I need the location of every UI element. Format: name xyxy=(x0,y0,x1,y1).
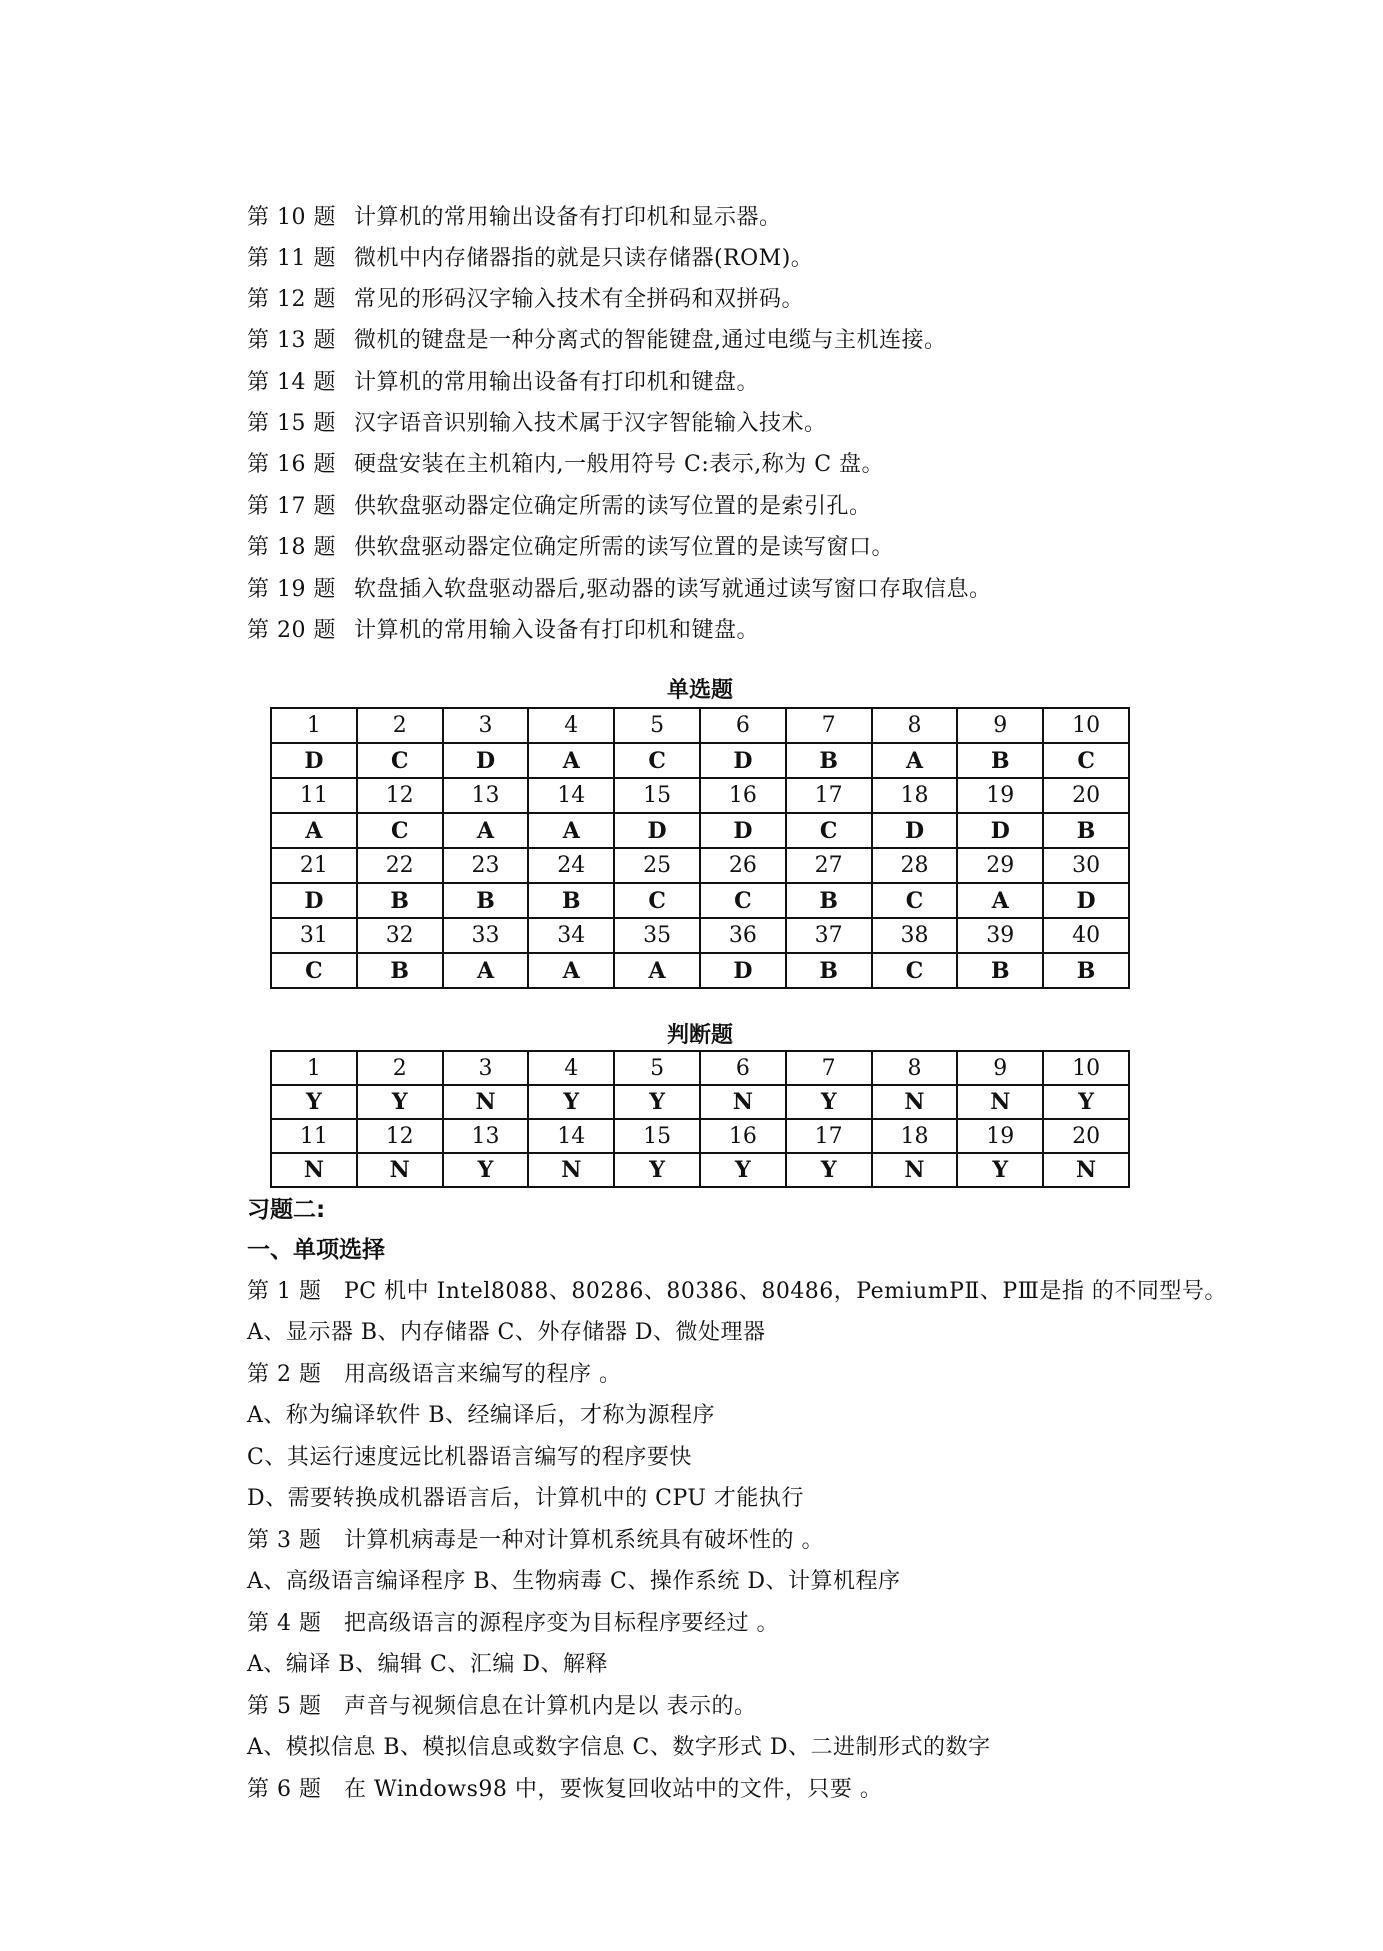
question-number-cell: 8 xyxy=(872,708,958,743)
question-number-row xyxy=(271,1119,1129,1153)
subsection-title: 一、单项选择 xyxy=(247,1237,385,1263)
judgment-item xyxy=(247,285,804,315)
judgment-table-title: 判断题 xyxy=(666,1023,733,1048)
exercise-line: 第 2 题 用高级语言来编写的程序 。 xyxy=(247,1362,622,1387)
question-number-cell: 15 xyxy=(614,1119,700,1153)
question-number-cell: 2 xyxy=(357,1051,443,1085)
question-number-cell: 20 xyxy=(1043,1119,1129,1153)
exercise-line: 第 4 题 把高级语言的源程序变为目标程序要经过 。 xyxy=(247,1611,779,1636)
question-number-cell: 12 xyxy=(357,778,443,813)
answer-row xyxy=(271,953,1129,988)
answer-cell: C xyxy=(357,813,443,848)
answer-cell: N xyxy=(700,1085,786,1119)
judgment-item xyxy=(247,368,759,398)
answer-cell: C xyxy=(786,813,872,848)
question-number-cell: 11 xyxy=(271,778,357,813)
answer-cell: Y xyxy=(614,1085,700,1119)
question-number-cell: 24 xyxy=(528,848,614,883)
question-number-cell: 30 xyxy=(1043,848,1129,883)
judgment-item xyxy=(247,492,872,522)
answer-cell: A xyxy=(271,813,357,848)
question-number-cell: 4 xyxy=(528,708,614,743)
item-number: 第 10 题 xyxy=(247,205,336,230)
answer-cell: N xyxy=(443,1085,529,1119)
judgment-item xyxy=(247,409,827,439)
answer-cell: Y xyxy=(786,1153,872,1187)
answer-cell: C xyxy=(700,883,786,918)
item-number: 第 19 题 xyxy=(247,577,336,602)
exercise-line: C、其运行速度远比机器语言编写的程序要快 xyxy=(247,1445,692,1470)
question-number-cell: 18 xyxy=(872,1119,958,1153)
question-number-cell: 32 xyxy=(357,918,443,953)
answer-row xyxy=(271,1085,1129,1119)
exercise-line: D、需要转换成机器语言后，计算机中的 CPU 才能执行 xyxy=(247,1486,804,1511)
exercise-line: A、模拟信息 B、模拟信息或数字信息 C、数字形式 D、二进制形式的数字 xyxy=(247,1735,991,1760)
item-number: 第 15 题 xyxy=(247,411,336,436)
item-text: 计算机的常用输出设备有打印机和显示器。 xyxy=(354,205,782,230)
single-choice-answer-table xyxy=(270,707,1130,989)
judgment-item xyxy=(247,533,894,563)
question-number-cell: 39 xyxy=(957,918,1043,953)
answer-cell: B xyxy=(1043,813,1129,848)
answer-cell: C xyxy=(1043,743,1129,778)
question-number-cell: 34 xyxy=(528,918,614,953)
question-number-cell: 14 xyxy=(528,1119,614,1153)
question-number-cell: 10 xyxy=(1043,1051,1129,1085)
item-number: 第 12 题 xyxy=(247,287,336,312)
item-number: 第 16 题 xyxy=(247,452,336,477)
answer-cell: Y xyxy=(614,1153,700,1187)
answer-cell: N xyxy=(872,1153,958,1187)
judgment-item xyxy=(247,575,992,605)
question-number-cell: 35 xyxy=(614,918,700,953)
judgment-item xyxy=(247,326,947,356)
answer-cell: N xyxy=(957,1085,1043,1119)
item-text: 微机的键盘是一种分离式的智能键盘,通过电缆与主机连接。 xyxy=(354,328,947,353)
question-number-cell: 13 xyxy=(443,778,529,813)
answer-cell: Y xyxy=(957,1153,1043,1187)
question-number-cell: 10 xyxy=(1043,708,1129,743)
answer-cell: A xyxy=(528,743,614,778)
question-number-cell: 8 xyxy=(872,1051,958,1085)
item-text: 供软盘驱动器定位确定所需的读写位置的是读写窗口。 xyxy=(354,535,895,560)
question-number-cell: 38 xyxy=(872,918,958,953)
answer-cell: D xyxy=(1043,883,1129,918)
answer-cell: N xyxy=(271,1153,357,1187)
question-number-row xyxy=(271,918,1129,953)
question-number-row xyxy=(271,708,1129,743)
item-text: 微机中内存储器指的就是只读存储器(ROM)。 xyxy=(354,246,814,271)
answer-cell: C xyxy=(872,883,958,918)
question-number-cell: 29 xyxy=(957,848,1043,883)
question-number-cell: 22 xyxy=(357,848,443,883)
answer-cell: C xyxy=(614,883,700,918)
judgment-item xyxy=(247,616,759,646)
exercise-line: 第 6 题 在 Windows98 中，要恢复回收站中的文件，只要 。 xyxy=(247,1777,883,1802)
question-number-cell: 19 xyxy=(957,778,1043,813)
item-text: 计算机的常用输出设备有打印机和键盘。 xyxy=(354,370,760,395)
item-number: 第 20 题 xyxy=(247,618,336,643)
answer-cell: B xyxy=(786,743,872,778)
answer-cell: Y xyxy=(528,1085,614,1119)
question-number-cell: 31 xyxy=(271,918,357,953)
question-number-row xyxy=(271,848,1129,883)
answer-cell: Y xyxy=(700,1153,786,1187)
question-number-cell: 4 xyxy=(528,1051,614,1085)
question-number-cell: 7 xyxy=(786,1051,872,1085)
question-number-cell: 17 xyxy=(786,1119,872,1153)
question-number-cell: 3 xyxy=(443,1051,529,1085)
answer-cell: D xyxy=(700,953,786,988)
judgment-item xyxy=(247,450,884,480)
answer-cell: A xyxy=(872,743,958,778)
question-number-cell: 6 xyxy=(700,708,786,743)
item-number: 第 18 题 xyxy=(247,535,336,560)
question-number-cell: 18 xyxy=(872,778,958,813)
answer-cell: D xyxy=(957,813,1043,848)
question-number-cell: 3 xyxy=(443,708,529,743)
exercise-line: A、称为编译软件 B、经编译后，才称为源程序 xyxy=(247,1403,716,1428)
judgment-item xyxy=(247,244,813,274)
question-number-cell: 33 xyxy=(443,918,529,953)
question-number-cell: 7 xyxy=(786,708,872,743)
question-number-cell: 2 xyxy=(357,708,443,743)
answer-cell: N xyxy=(357,1153,443,1187)
answer-cell: D xyxy=(700,813,786,848)
answer-cell: B xyxy=(957,953,1043,988)
exercise-line: 第 5 题 声音与视频信息在计算机内是以 表示的。 xyxy=(247,1694,757,1719)
answer-cell: Y xyxy=(443,1153,529,1187)
question-number-cell: 25 xyxy=(614,848,700,883)
question-number-cell: 5 xyxy=(614,1051,700,1085)
answer-cell: B xyxy=(357,953,443,988)
single-choice-table-title: 单选题 xyxy=(666,678,733,703)
answer-cell: B xyxy=(357,883,443,918)
answer-cell: A xyxy=(957,883,1043,918)
answer-cell: B xyxy=(786,953,872,988)
answer-cell: B xyxy=(957,743,1043,778)
question-number-cell: 6 xyxy=(700,1051,786,1085)
answer-row xyxy=(271,743,1129,778)
item-number: 第 17 题 xyxy=(247,494,336,519)
exercise-line: A、编译 B、编辑 C、汇编 D、解释 xyxy=(247,1652,609,1677)
question-number-cell: 9 xyxy=(957,1051,1043,1085)
answer-cell: D xyxy=(872,813,958,848)
question-number-cell: 11 xyxy=(271,1119,357,1153)
answer-cell: D xyxy=(271,743,357,778)
question-number-cell: 12 xyxy=(357,1119,443,1153)
answer-cell: A xyxy=(528,813,614,848)
answer-cell: N xyxy=(872,1085,958,1119)
question-number-cell: 19 xyxy=(957,1119,1043,1153)
answer-cell: Y xyxy=(271,1085,357,1119)
question-number-cell: 16 xyxy=(700,778,786,813)
item-text: 硬盘安装在主机箱内,一般用符号 C:表示,称为 C 盘。 xyxy=(354,452,885,477)
question-number-row xyxy=(271,1051,1129,1085)
item-text: 软盘插入软盘驱动器后,驱动器的读写就通过读写窗口存取信息。 xyxy=(354,577,992,602)
answer-cell: D xyxy=(271,883,357,918)
question-number-row xyxy=(271,778,1129,813)
item-number: 第 14 题 xyxy=(247,370,336,395)
question-number-cell: 26 xyxy=(700,848,786,883)
question-number-cell: 17 xyxy=(786,778,872,813)
question-number-cell: 40 xyxy=(1043,918,1129,953)
answer-cell: A xyxy=(443,813,529,848)
item-text: 汉字语音识别输入技术属于汉字智能输入技术。 xyxy=(354,411,827,436)
item-number: 第 11 题 xyxy=(247,246,336,271)
answer-cell: C xyxy=(614,743,700,778)
question-number-cell: 5 xyxy=(614,708,700,743)
question-number-cell: 16 xyxy=(700,1119,786,1153)
answer-cell: A xyxy=(528,953,614,988)
question-number-cell: 23 xyxy=(443,848,529,883)
section-title: 习题二: xyxy=(247,1197,326,1223)
answer-cell: D xyxy=(443,743,529,778)
answer-cell: D xyxy=(614,813,700,848)
question-number-cell: 15 xyxy=(614,778,700,813)
answer-cell: Y xyxy=(357,1085,443,1119)
answer-cell: C xyxy=(872,953,958,988)
judgment-item xyxy=(247,203,782,233)
question-number-cell: 28 xyxy=(872,848,958,883)
question-number-cell: 36 xyxy=(700,918,786,953)
question-number-cell: 9 xyxy=(957,708,1043,743)
item-text: 计算机的常用输入设备有打印机和键盘。 xyxy=(354,618,760,643)
answer-row xyxy=(271,883,1129,918)
question-number-cell: 21 xyxy=(271,848,357,883)
answer-cell: Y xyxy=(786,1085,872,1119)
question-number-cell: 13 xyxy=(443,1119,529,1153)
item-number: 第 13 题 xyxy=(247,328,336,353)
exercise-line: A、高级语言编译程序 B、生物病毒 C、操作系统 D、计算机程序 xyxy=(247,1569,901,1594)
exercise-line: A、显示器 B、内存储器 C、外存储器 D、微处理器 xyxy=(247,1320,766,1345)
answer-cell: B xyxy=(1043,953,1129,988)
answer-cell: B xyxy=(528,883,614,918)
question-number-cell: 20 xyxy=(1043,778,1129,813)
item-text: 常见的形码汉字输入技术有全拼码和双拼码。 xyxy=(354,287,805,312)
answer-cell: A xyxy=(443,953,529,988)
answer-row xyxy=(271,813,1129,848)
answer-cell: C xyxy=(357,743,443,778)
judgment-answer-table xyxy=(270,1050,1130,1188)
answer-cell: B xyxy=(443,883,529,918)
question-number-cell: 37 xyxy=(786,918,872,953)
exercise-line: 第 1 题 PC 机中 Intel8088、80286、80386、80486，PemiumPⅡ、PⅢ是指 的不同型号。 xyxy=(247,1279,1227,1304)
question-number-cell: 1 xyxy=(271,1051,357,1085)
item-text: 供软盘驱动器定位确定所需的读写位置的是索引孔。 xyxy=(354,494,872,519)
exercise-line: 第 3 题 计算机病毒是一种对计算机系统具有破坏性的 。 xyxy=(247,1528,824,1553)
question-number-cell: 27 xyxy=(786,848,872,883)
answer-cell: C xyxy=(271,953,357,988)
answer-cell: N xyxy=(528,1153,614,1187)
question-number-cell: 1 xyxy=(271,708,357,743)
answer-cell: A xyxy=(614,953,700,988)
answer-cell: B xyxy=(786,883,872,918)
answer-cell: D xyxy=(700,743,786,778)
question-number-cell: 14 xyxy=(528,778,614,813)
answer-row xyxy=(271,1153,1129,1187)
answer-cell: Y xyxy=(1043,1085,1129,1119)
answer-cell: N xyxy=(1043,1153,1129,1187)
